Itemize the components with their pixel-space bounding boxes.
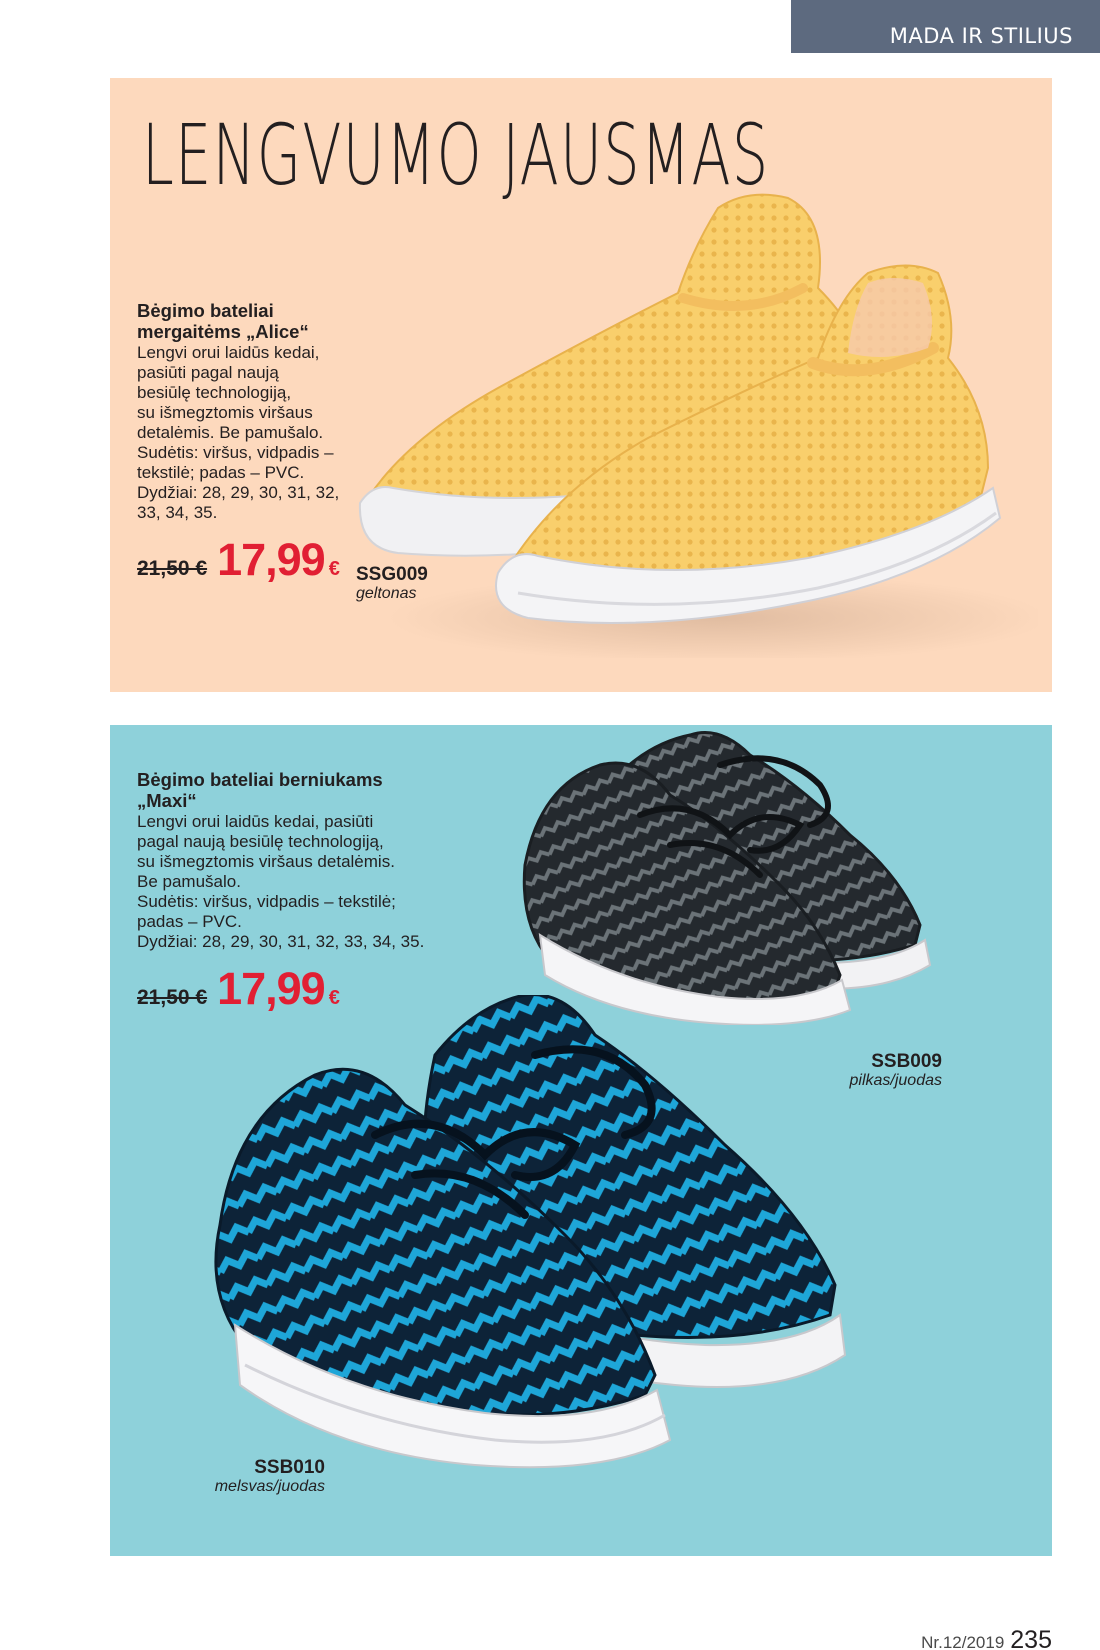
yellow-sneakers-image [348,188,1038,658]
girls-variant-code-block [356,565,428,602]
boys-product-panel [110,725,1052,1556]
boys-variant-2-color: melsvas/juodas [214,1478,325,1495]
girls-variant-code: SSG009 [356,564,428,585]
boys-variant-1-code: SSB009 [871,1051,942,1072]
section-label: MADA IR STILIUS [889,24,1073,48]
girls-price-row [137,534,377,585]
section-tab [791,0,1100,53]
boys-variant-2-code-block [170,1458,325,1495]
boys-product-title: Bėgimo bateliai berniukams „Maxi“ [137,769,383,811]
girls-product-info [137,300,377,585]
girls-product-description: Lengvi orui laidūs kedai, pasiūti pagal naują besiūlę technologiją, su išmegztomis viršaus detalėmis. Be pamušalo. Sudėtis: viršus, vidpadis – tekstilė; padas – PVC. Dydžiai: 28, 29, 30, 31, 32, 33, 34, 35. [137,343,340,522]
page-number: 235 [1010,1626,1052,1650]
girls-product-panel [110,78,1052,692]
boys-product-info [137,769,457,1014]
boys-variant-1-color: pilkas/juodas [849,1072,942,1089]
page-footer [921,1626,1052,1650]
boys-currency: € [328,987,340,1009]
boys-variant-2-code: SSB010 [254,1457,325,1478]
blue-sneakers-image [205,995,905,1515]
grey-sneakers-image [520,725,980,1025]
boys-product-description: Lengvi orui laidūs kedai, pasiūti pagal naują besiūlę technologiją, su išmegztomis viršaus detalėmis. Be pamušalo. Sudėtis: viršus, vidpadis – tekstilė; padas – PVC. Dydžiai: 28, 29, 30, 31, 32, 33, 34, 35. [137,812,425,951]
girls-currency: € [328,558,340,580]
girls-variant-color: geltonas [356,585,417,602]
issue-number: Nr.12/2019 [921,1633,1005,1650]
headline: LENGVUMO JAUSMAS [142,106,770,204]
boys-old-price: 21,50 € [137,986,208,1009]
boys-new-price: 17,99 [217,963,325,1014]
girls-product-title: Bėgimo bateliai mergaitėms „Alice“ [137,300,309,342]
girls-new-price: 17,99 [217,534,325,585]
girls-old-price: 21,50 € [137,557,208,580]
